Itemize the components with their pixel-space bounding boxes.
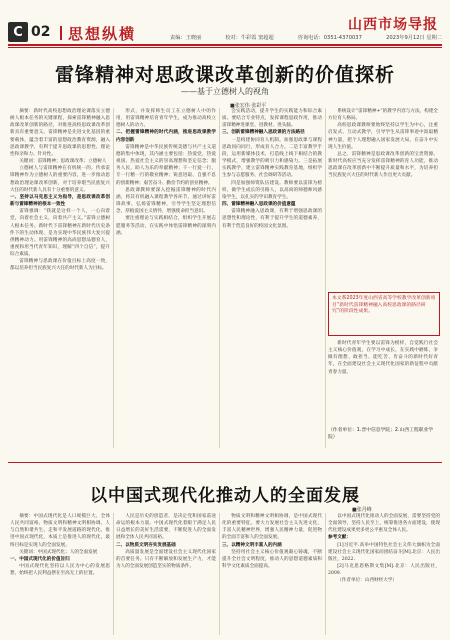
column-divider [113,108,114,448]
editor-credit: 责编：王晓丽 [170,35,202,41]
paragraph: 一是构建协同育人机制。加强思政课与课程思政同向同行，形成育人合力。二是丰富教学手段，运用新媒体技术，打造线上线下相结合的教学模式，增强教学的吸引力和感染力。三是拓展实践教学，建立雷锋精神实践教育基地，组织学生参与志愿服务、社会调研等活动。 [222,137,322,179]
paragraph: 高质量发展是全面建设社会主义现代化国家的首要任务。只有不断解放和发展生产力，才能为人的全面发展创造坚实的物质条件。 [116,549,216,570]
paragraph: 人民是历史的创造者，是决定党和国家前途命运的根本力量。中国式现代化着眼于满足人民日益增长的美好生活需要，不断促进人的全面发展和全体人民共同富裕。 [116,514,216,541]
page-letter-badge: C [8,22,28,42]
paragraph: 高校思政课教师要始终坚持以学生为中心，注重启发式、互动式教学，引导学生从雷锋事迹中汲取精神力量，把个人理想融入国家发展大局，在奋斗中实现人生价值。 [328,123,438,150]
paragraph: 雷锋强调：“我就是这样一个人，一心向着党，向着社会主义，向着共产主义。”雷锋立德树人根本任务。新时代下雷锋精神在新时代历史条件下的生动体现，是为实现中华民族伟大复兴提供精神动力。用雷锋精神的高尚思想品德育人，重视和用当代青年知识，理解“四个自信”，提升综合素质。 [10,209,110,258]
section-heading: 四、雷锋精神融入思政课的价值意蕴 [222,202,296,208]
paragraph: 会实践活动，提升学生的实践能力和综合素质。要结合专业特点，发挥课程思政作用，推动雷锋精神进课堂、进教材、进头脑。 [222,109,322,129]
paragraph: [1]习近平.高举中国特色社会主义伟大旗帜为全面建设社会主义现代化国家而团结奋斗[M].北京：人民出版社，2022. [328,542,440,562]
masthead-rule-thin [8,47,442,48]
paragraph: 坚持用社会主义核心价值观凝心铸魂，不断提升全社会文明程度，推动人的思想道德素质和科学文化素质全面提高。 [222,549,322,570]
keywords: 关键词：中国式现代化；人的全面发展 [19,549,98,555]
paragraph: 系统设计“雷锋精神+”的教学内容与方法，构建全方位育人格局。 [328,109,438,122]
keywords: 关键词：雷锋精神；思政课改革；立德树人 [19,159,107,165]
newspaper-name: 山西市场导报 [348,17,438,33]
page-number [8,22,50,42]
section-heading: 三、以精神文明丰富人的内涵 [222,542,282,548]
article1-column-4 [328,108,438,288]
column-divider [219,108,220,448]
section-heading: 三、创新雷锋精神融入思政课的方法路径 [222,130,305,136]
paragraph: 总之，雷锋精神是思政课改革创新的宝贵资源。新时代高校应当充分发挥雷锋精神的育人功能，推动思政课在改革创新中不断提升质量和水平，为培养担当民族复兴大任的时代新人作出更大贡献。 [328,151,438,179]
section-heading: 二、以物质文明夯实发展基础 [116,542,176,548]
masthead-rule [8,44,442,46]
paragraph: 中国式现代化坚持以人民为中心的发展思想，始终把人民利益摆在至高无上的位置。 [10,564,110,577]
phone-number: 咨询电话：0351-4370037 [297,35,362,41]
issue-date: 2023年9月12日 星期二 [386,35,442,41]
column-divider [219,513,220,635]
article1-column-2 [116,108,216,448]
paragraph: 雷锋精神与思政课在价值目标上高度一致，都以培养担当民族复兴大任的时代新人为目标。 [10,259,110,272]
article2-column-2 [116,513,216,635]
section-heading: 二、把握雷锋精神的时代内涵，推进思政课教学内容创新 [116,130,216,143]
section-title: 思想纵横 [68,25,137,43]
article1-author-affiliation: （作者单位：1.晋中信息学院；2.山西工程职业学院） [328,428,434,440]
layout-credit: 校对：牛彩霞 窦超超 [225,35,274,41]
article1-title: 雷锋精神对思政课改革创新的价值探析 [54,64,395,86]
page-number-text: 02 [31,24,51,40]
abstract: 摘要：中国式现代化是人口规模巨大、全体人民共同富裕、物质文明和精神文明相协调、人与自然和谐共生、走和平发展道路的现代化。推进中国式现代化，本质上是推进人的现代化，最终目标是实现人的全面发展。 [10,514,110,548]
paragraph: 雷锋精神是中华民族传统美德与共产主义道德的集中体现，其内涵主要包括：热爱党、热爱祖国、热爱社会主义的崇高理想和坚定信念；服务人民、助人为乐的奉献精神；干一行爱一行、专一行精一行的敬业精神；锐意进取、自强不息的创新精神；艰苦奋斗、勤俭节约的创业精神。 [116,144,216,186]
masthead-meta [170,34,442,41]
article1-subtitle: ——基于立德树人的视角 [181,87,269,96]
article2-column-3 [222,513,322,635]
section-heading: 一、坚持以马克思主义为指导，是思政课改革创新与雷锋精神的根本一致性 [10,194,110,208]
article1-column-1 [10,108,110,448]
column-divider [325,108,326,448]
article2-column-1 [10,513,110,635]
article1-column-5 [328,340,438,426]
column-divider [113,513,114,635]
section-heading: 一、中国式现代化的价值旨归 [10,556,70,562]
article-divider [8,462,442,463]
paragraph: 要注重理论与实践相结合，组织学生开展志愿服务等活动，在实践中体悟雷锋精神的深刻内涵。 [116,216,216,236]
paragraph: 四是加强师资队伍建设。教师要以雷锋为榜样，做学生成长的引路人，以高尚的师德师风感染学生，以扎实的学识教育学生。 [222,180,322,200]
article2-author: ■张丹峰 [352,507,372,513]
article2-column-4 [328,513,440,635]
article1-column-3 [222,108,322,448]
section-separator [60,26,62,40]
paragraph: 物质文明和精神文明相协调，是中国式现代化的重要特征。要大力发展社会主义先进文化，丰富人民精神世界，增强人民精神力量，促进物的全面丰富和人的全面发展。 [222,514,322,541]
funding-note-box: 本文系2023年度山西省高等学校教学改革创新项目“新时代雷锋精神融入高校思政课的路径研究”的阶段性成果。 [328,292,440,336]
column-divider [325,513,326,635]
section-heading: 参考文献： [328,535,351,541]
paragraph: 立德树人与雷锋精神在有机统一的。传承雷锋精神作为立德树人的重要内容，进一步推动思想政治理论课改革创新，对于培养堪当民族复兴大任的时代新人具有十分重要的意义。 [10,166,110,193]
paragraph: 新时代青年学生要以雷锋为榜样，自觉践行社会主义核心价值观，在学习中成长，在实践中磨炼，争做有理想、敢担当、能吃苦、肯奋斗的新时代好青年，在全面建设社会主义现代化国家的新征程中贡献青春力量。 [328,341,438,375]
paragraph: [2]马克思恩格斯文集[M].北京：人民出版社，2009. [328,564,440,577]
masthead [0,0,450,50]
paragraph: 以中国式现代化推动人的全面发展，需要坚持党的全面领导，坚持人民至上，统筹推进各方面建设，使现代化建设成果更多更公平惠及全体人民。 [328,514,440,534]
article2-title: 以中国式现代化推动人的全面发展 [90,486,360,506]
paragraph: 思政课教师要深入挖掘雷锋精神的时代内涵，将其有机融入课程教学各环节，通过讲好雷锋故事、弘扬雷锋精神，引导学生坚定理想信念，厚植爱国主义情怀，增强使命担当意识。 [116,187,216,215]
paragraph: 形式，并发挥师生员工在立德树人中的作用，用雷锋精神培育青年学生，成为推动高校立德树人的动力。 [116,109,216,129]
article1-author: ■张宏伟 张彩平 [230,103,267,109]
paragraph: （作者单位：山西财经大学） [337,578,397,584]
paragraph: 雷锋精神融入思政课，有利于增强思政课的思想性和理论性，有利于提升学生的道德素养，有利于营造良好的校园文化氛围。 [222,209,322,229]
abstract: 摘要：新时代高校思想政治理论课落实立德树人根本任务的关键课程，探索雷锋精神融入思政课改革创新的路径，对推进高校思政课改革创新具有重要意义。雷锋精神是先进文化基因的重要载体，蕴含着丰富的思想政治教育资源，融入思政课教学，有利于提升思政课的思想性、理论性和亲和力、针对性。 [10,109,110,157]
